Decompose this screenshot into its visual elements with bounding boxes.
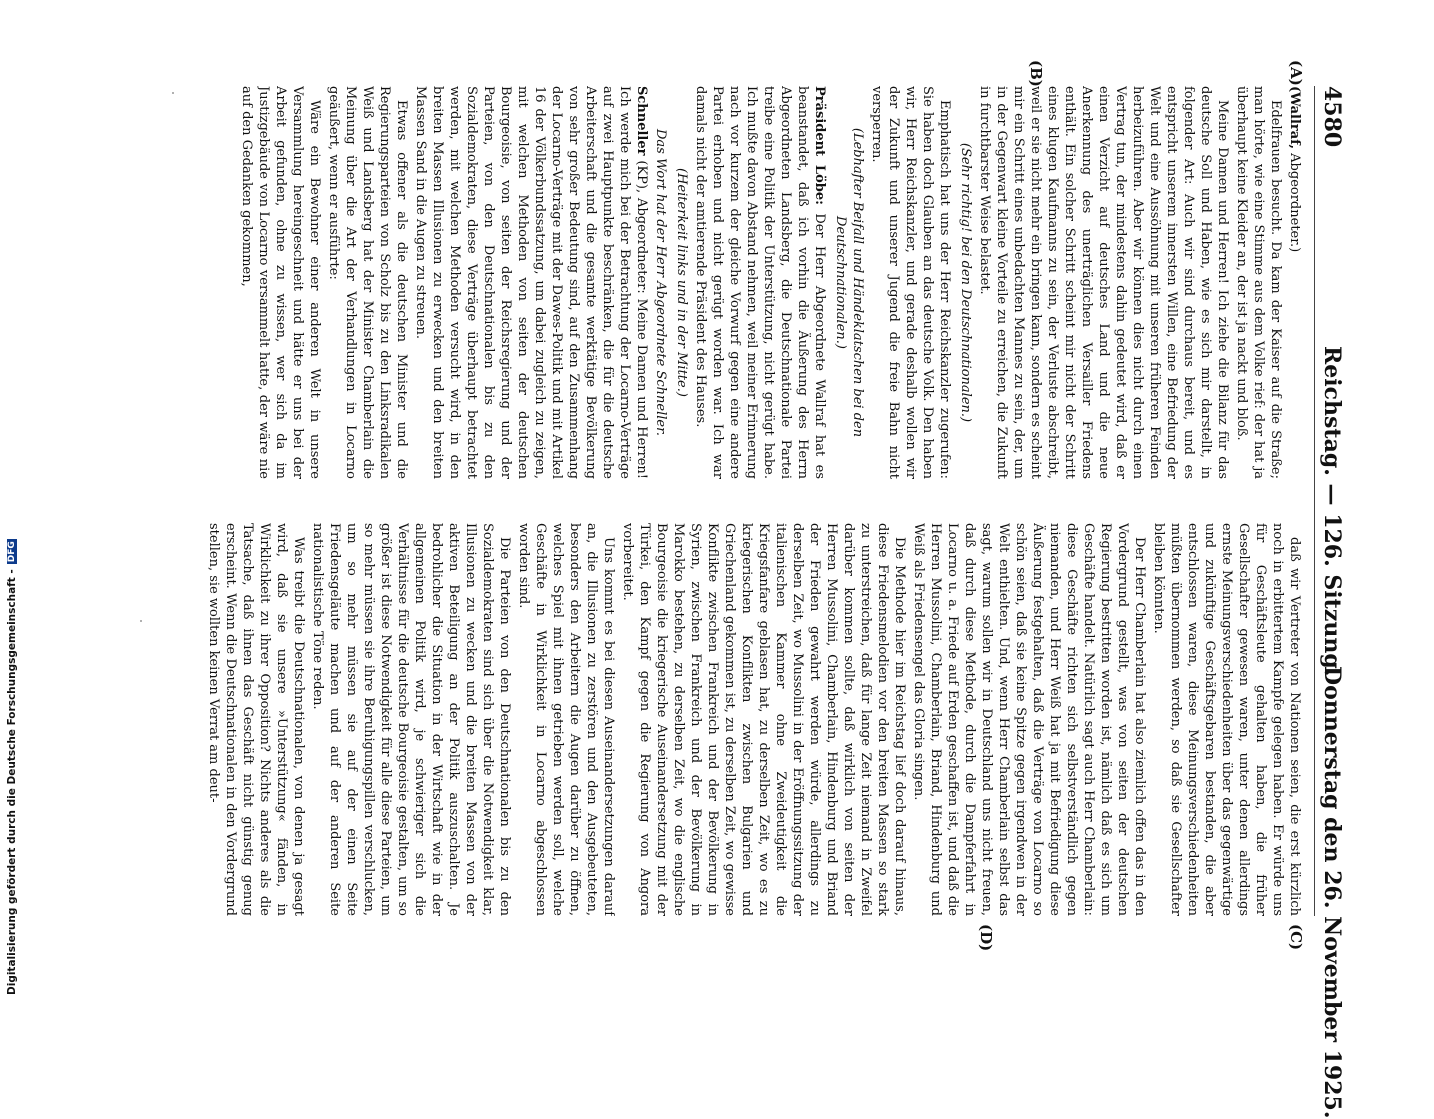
speech-paragraph-with-speaker xyxy=(1286,86,1303,479)
speech-paragraph xyxy=(238,86,323,479)
speech-paragraph xyxy=(1150,523,1303,916)
right-text-column xyxy=(113,523,1303,916)
stage-direction: (Sehr richtig! bei den Deutschnationalen.) xyxy=(958,142,973,423)
paragraph-text: Uns kommt es bei diesen Auseinandersetzungen darauf an, die Illusionen zu zerstören und den Ausgebeuteten, besonders den Arbeitern die Augen darüber zu öffnen, welches Spiel mit ihnen getrieben werden soll, welche Geschäfte in Wirklichkeit in Locarno abgeschlossen worden sind. xyxy=(516,523,616,916)
speech-paragraph-with-speaker xyxy=(692,86,828,479)
paragraph-text: Edelfrauen besucht. Da kam der Kaiser auf die Straße; man hörte, wie eine Stimme aus dem Volke rief: der hat ja überhaupt keine Kleider an, der ist ja nackt und bloß. xyxy=(1234,86,1283,479)
speech-paragraph xyxy=(868,86,953,479)
speech-paragraph xyxy=(309,523,513,916)
speech-paragraph xyxy=(910,523,1148,916)
speech-paragraph xyxy=(515,523,617,916)
left-text-column xyxy=(113,86,1303,479)
scanned-page xyxy=(95,60,1345,1119)
speech-paragraph xyxy=(1233,86,1284,479)
margin-marker-d: (D) xyxy=(977,924,995,952)
paragraph-text: Emphatisch hat uns der Herr Reichskanzler zugerufen: Sie haben doch Glauben an das deutsche Volk. Den haben wir, Herr Reichskanzler, und gerade deshalb wollen wir der Zukunft und unserer Jugend die freie Bahn nicht versperren. xyxy=(869,86,952,479)
paragraph-text: Wäre ein Bewohner einer anderen Welt in unsere Versammlung hereingeschneit und hätte er uns bei der Arbeit gefunden, ohne zu wissen, wer sich da im Justizgebäude von Locarno versammelt hatte, der wäre nie auf den Gedanken gekommen, xyxy=(239,86,322,479)
speech-paragraph xyxy=(976,86,1231,479)
paragraph-text: Der Herr Chamberlain hat also ziemlich offen das in den Vordergrund gestellt, was von seiten der deutschen Regierung bestritten worden ist, nämlich daß es sich um Geschäfte handelt. Natürlich sagt auch Herr Chamberlain: diese Geschäfte richten sich selbstverständlich gegen niemanden, und Herr Weiß hat ja mit Befriedigung diese Äußerung festgehalten, daß die Verträge von Locarno so schön seien, daß sie keine Spitze gegen irgendwen in der Welt enthielten. Und, wenn Herr Chamberlain selbst das sagt, warum sollen wir in Deutschland uns nicht freuen, daß durch diese Methode, durch die Dampferfahrt in Locarno u. a. Friede auf Erden geschaffen ist, und daß die Herren Mussolini, Chamberlain, Briand, Hindenburg und Weiß als Friedensengel das Gloria singen. xyxy=(911,523,1147,916)
paragraph-text: Etwas offener als die deutschen Minister und die Regierungsparteien von Scholz bis zu den Linksradikalen Weiß und Landsberg hat der Minister Chamberlain die Meinung über die Art der Verhandlungen in Locarno geäußert, wenn er ausführte: xyxy=(326,86,409,479)
running-head xyxy=(1314,86,1345,1119)
speaker-name: Schneller xyxy=(634,86,649,156)
margin-marker-c: (C) xyxy=(1287,924,1305,951)
paragraph-text: Der Herr Abgeordnete Wallraf hat es beanstandet, daß ich vorhin die Äußerung des Herrn Abgeordneten Landsberg, die Deutschnationale Partei treibe eine Politik der Unterstützung, nicht gerügt habe. Ich mußte davon Abstand nehmen, weil meiner Erinnerung nach vor kurzem der gleiche Vorwurf gegen eine andere Partei erhoben und nicht gerügt worden war. Ich war damals nicht der amtierende Präsident des Hauses. xyxy=(693,86,827,479)
scan-speck xyxy=(140,620,142,622)
speaker-announcement: Das Wort hat der Herr Abgeordnete Schneller. xyxy=(653,128,668,437)
page-number: 4580 xyxy=(1319,86,1345,148)
speech-paragraph-with-speaker xyxy=(412,86,650,479)
stage-direction: (Heiterkeit links und in der Mitte.) xyxy=(674,168,689,397)
session-date: Donnerstag den 26. November 1925. xyxy=(1319,666,1345,1119)
scan-speck xyxy=(172,92,174,94)
session-title: Reichstag. — 126. Sitzung. xyxy=(1319,346,1345,677)
paragraph-text: Die Methode hier im Reichstag lief doch darauf hinaus, diese Friedensmelodien vor den breiten Massen so stark zu unterstreichen, daß für lange Zeit niemand in Zweifel darüber kommen sollte, daß wirklich von seiten der Herren Mussolini, Chamberlain, Hindenburg und Briand der Frieden gewahrt werden würde, allerdings zu derselben Zeit, wo Mussolini in der Eröffnungssitzung der italienischen Kammer ohne Zweideutigkeit die Kriegsfanfare geblasen hat, zu derselben Zeit, wo es zu kriegerischen Konflikten zwischen Bulgarien und Griechenland gekommen ist, zu derselben Zeit, wo gewisse Konflikte zwischen Frankreich und der Bevölkerung in Syrien, zwischen Frankreich und der Bevölkerung in Marokko bestehen, zu derselben Zeit, wo die englische Bourgeoisie die kriegerische Auseinandersetzung mit der Türkei, den Kampf gegen die Regierung von Angora vorbereitet. xyxy=(620,523,907,916)
paragraph-text: Die Parteien von den Deutschnationalen bis zu den Sozialdemokraten sind sich über die Notwendigkeit klar, Illusionen zu wecken und die breiten Massen von der aktiven Beteiligung an der Politik auszuschalten. Je bedrohlicher die Situation in der Wirtschaft wie in der allgemeinen Politik wird, je schwieriger sich die Verhältnisse für die deutsche Bourgeoisie gestalten, um so größer ist diese Notwendigkeit für alle diese Parteien, um so mehr müssen sie ihre Beruhigungspillen verschlucken, um so mehr müssen sie auf der einen Seite Friedensgeläute machen und auf der anderen Seite nationalistische Töne reden. xyxy=(310,523,512,916)
speech-paragraph xyxy=(205,523,307,916)
paragraph-text: daß wir Vertreter von Nationen seien, die erst kürzlich noch in erbittertem Kampfe gelegen haben. Er würde uns für Geschäftsleute gehalten haben, die früher Gesellschafter gewesen waren, unter denen allerdings ernste Meinungsverschiedenheiten über das gegenwärtige und zukünftige Geschäftsgebaren bestanden, die aber entschlossen waren, diese Meinungsverschiedenheiten müßten übernommen werden, so daß sie Gesellschafter bleiben könnten. xyxy=(1151,523,1302,916)
dfg-logo: DFG xyxy=(7,541,17,563)
paragraph-text: Was treibt die Deutschnationalen, von denen ja gesagt wird, daß sie unsere »Unterstützung« fänden, in Wirklichkeit zu ihrer Opposition? Nichts anderes als die Tatsache, daß ihnen das Geschäft nicht günstig genug erscheint. Wenn die Deutschnationalen in den Vordergrund stellen, sie wollten keinen Verrat am deut- xyxy=(206,523,306,916)
speaker-name: Präsident Löbe: xyxy=(812,86,827,205)
paragraph-text: (KP), Abgeordneter: Meine Damen und Herren! Ich werde mich bei der Betrachtung der Locarno-Verträge auf zwei Hauptpunkte beschränken, die für die deutsche Arbeiterschaft und die gesamte werktätige Bevölkerung von sehr großer Bedeutung sind, auf den Zusammenhang der Locarno-Verträge mit der Dawes-Politik und mit Artikel 16 der Völkerbundssatzung, um dabei zugleich zu zeigen, mit welchen Methoden von seiten der deutschen Bourgeoisie, von seiten der Reichsregierung und der Parteien, von den Deutschnationalen bis zu den Sozialdemokraten, diese Verträge überhaupt betrachtet werden, mit welchen Methoden versucht wird, in den breiten Massen Illusionen zu erwecken und den breiten Massen Sand in die Augen zu streuen. xyxy=(413,86,649,479)
stage-direction: (Lebhafter Beifall und Händeklatschen bei den Deutschnationalen.) xyxy=(833,127,865,438)
speaker-name: (Wallraf, xyxy=(1287,86,1302,150)
paragraph-text: Abgeordneter.) xyxy=(1287,149,1302,253)
margin-marker-b: (B) xyxy=(1027,60,1045,87)
digitization-credit xyxy=(6,539,18,995)
margin-marker-a: (A) xyxy=(1287,60,1305,86)
credit-text: Digitalisierung gefördert durch die Deutsche Forschungsgemeinschaft - xyxy=(6,569,18,995)
paragraph-text: Meine Damen und Herren! Ich ziehe die Bilanz für das deutsche Soll und Haben, wie es sich mir darstellt, in folgender Art: Auch wir sind durchaus bereit, und es entspricht unserem innersten Willen, eine Befriedung der Welt und eine Aussöhnung mit unseren früheren Feinden herbeizuführen. Aber wir können dies nicht durch einen Vertrag tun, der mindestens dahin gedeutet wird, daß er einen Verzicht auf deutsches Land und die neue Anerkennung des unerträglichen Versailler Friedens enthält. Ein solcher Schritt scheint mir nicht der Schritt eines klugen Kaufmanns zu sein, der Verluste abschreibt, weil er sie nicht mehr ein bringen kann, sondern es scheint mir ein Schritt eines unbedachten Mannes zu sein, der, um in der Gegenwart kleine Vorteile zu erreichen, die Zukunft in furchtbarster Weise belastet. xyxy=(977,86,1230,479)
speech-paragraph xyxy=(619,523,908,916)
speech-paragraph xyxy=(325,86,410,479)
